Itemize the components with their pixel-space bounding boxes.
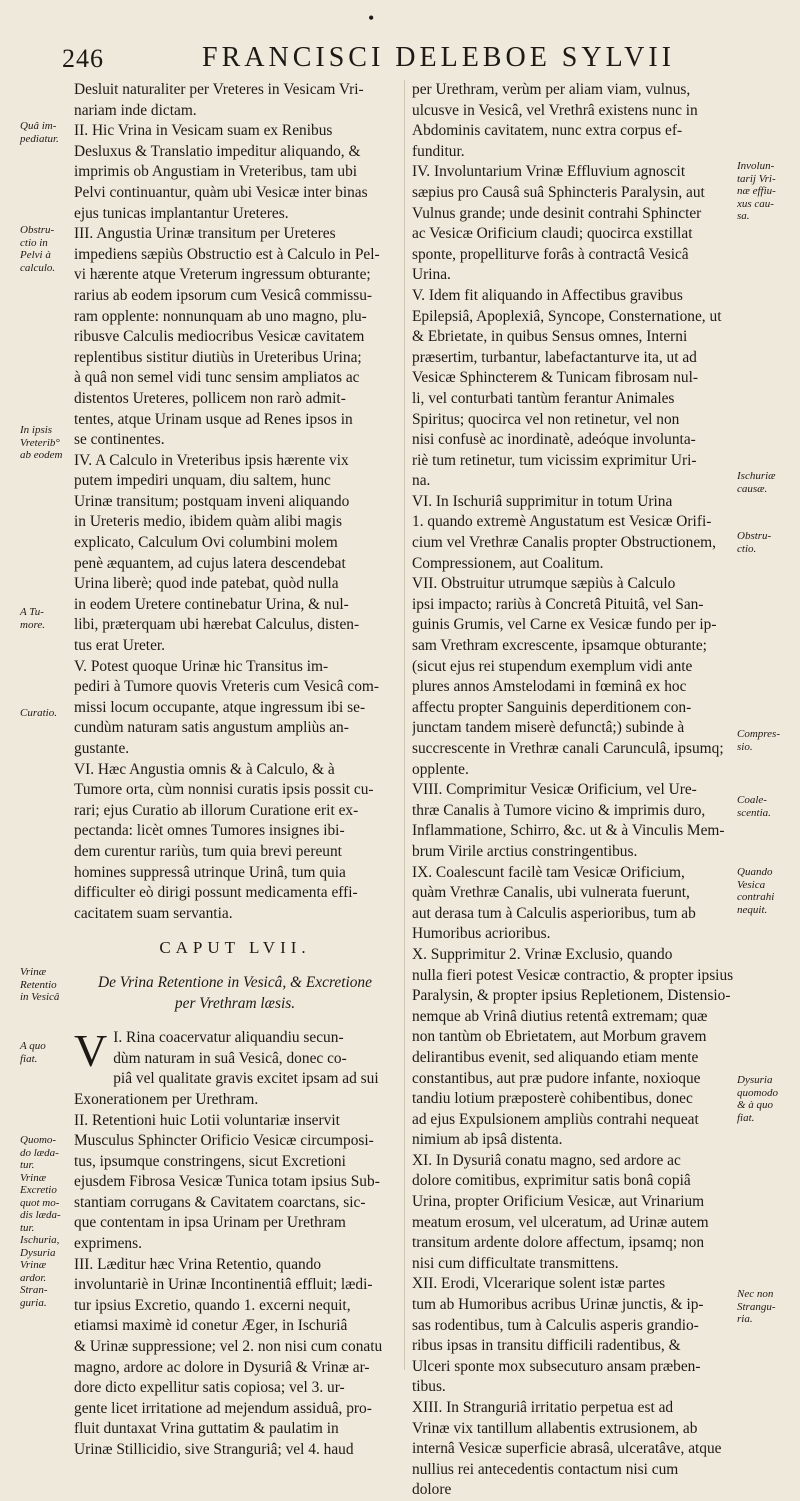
chapter-title: CAPUT LVII.: [159, 938, 311, 958]
text-line: riè tum retinetur, tum vicissim exprimitur Uri-: [412, 451, 697, 469]
text-line: III. Læditur hæc Vrina Retentio, quando: [74, 1255, 322, 1273]
margin-note-line: Ischuriæ: [737, 470, 776, 482]
text-line: 1. quando extremè Angustatum est Vesicæ Orifi-: [412, 513, 712, 531]
text-line: III. Angustia Urinæ transitum per Ureteres: [74, 225, 336, 243]
margin-note-line: næ effiu-: [737, 185, 776, 197]
left-column-text: [74, 80, 396, 924]
margin-note-left: [20, 966, 72, 1004]
text-line: transitum ardente dolore affectum, ipsamq; non: [412, 1234, 705, 1252]
text-line: na.: [412, 472, 431, 490]
margin-note-right: [737, 1074, 789, 1124]
text-line: dore dicto expellitur satis copiosa; vel 3. ur-: [74, 1379, 345, 1397]
margin-note-right: [737, 728, 789, 753]
margin-note-line: Nec non: [737, 1288, 774, 1300]
margin-note-line: Compres-: [737, 728, 780, 740]
spacer: [74, 1014, 396, 1028]
chapter-body: [74, 1069, 396, 1460]
text-line: tentes, atque Urinam usque ad Renes ipsos in: [74, 410, 353, 428]
text-line: à quâ non semel vidi tunc sensim ampliatos ac: [74, 369, 360, 387]
text-line: ribusve Calculis mediocribus Vesicæ cavitatem: [74, 328, 365, 346]
text-line: in Ureteris medio, ibidem quàm alibi magis: [74, 513, 342, 531]
text-line: VIII. Comprimitur Vesicæ Orificium, vel Ure-: [412, 781, 697, 799]
text-line: funditur.: [412, 142, 465, 160]
text-line: tus erat Ureter.: [74, 637, 166, 655]
text-line: Ulceri sponte mox subsecuturo ansam præben-: [412, 1357, 701, 1375]
text-line: distentos Ureteres, pollicem non rarò admit-: [74, 389, 346, 407]
text-line: nemque ab Vrinâ diutius retentâ extremam; quæ: [412, 1007, 708, 1025]
text-line: VI. In Ischuriâ supprimitur in totum Urina: [412, 492, 673, 510]
margin-note-right: [737, 160, 789, 223]
text-line: Vrinæ vix tantillum allabentis extrusionem, ab: [412, 1419, 698, 1437]
text-line: constantibus, aut præ pudore infante, noxioque: [412, 1069, 701, 1087]
margin-note-line: dis læda-: [20, 1209, 61, 1221]
text-line: thræ Canalis à Tumore vicino & imprimis duro,: [412, 801, 706, 819]
margin-note-line: A quo: [20, 1040, 46, 1052]
margin-note-line: sio.: [737, 740, 753, 753]
text-line: stantiam corrugans & Cavitatem coarctans, sic-: [74, 1193, 366, 1211]
text-line: nulla fieri potest Vesicæ contractio, & propter ipsius: [412, 966, 734, 984]
top-mark: •: [368, 8, 375, 28]
margin-note-right: [737, 866, 789, 916]
running-title: FRANCISCI DELEBOE SYLVII: [202, 42, 675, 73]
text-line: & Ebrietate, in quibus Sensus omnes, Interni: [412, 328, 688, 346]
margin-note-line: A Tu-: [20, 606, 44, 618]
margin-note-line: Dysuria: [737, 1074, 773, 1086]
spacer: [74, 924, 396, 938]
text-line: penè æquantem, ad cujus latera descendebat: [74, 554, 346, 572]
margin-note-line: guria.: [20, 1296, 47, 1309]
text-line: Musculus Sphincter Orificio Vesicæ circumposi-: [74, 1132, 374, 1150]
margin-note-line: Excretio: [20, 1184, 57, 1196]
text-line: exprimens.: [74, 1235, 142, 1253]
text-line: meatum erosum, vel ulceratum, ad Urinæ autem: [412, 1213, 709, 1231]
text-line: magno, ardore ac dolore in Dysuriâ & Vrinæ ar-: [74, 1358, 370, 1376]
margin-note-line: Vreterib°: [20, 436, 60, 449]
text-line: internâ Vesicæ superficie abrasâ, ulceratâve, atque: [412, 1440, 722, 1458]
text-line: XI. In Dysuriâ conatu magno, sed ardore ac: [412, 1151, 681, 1169]
margin-note-line: xus cau-: [737, 197, 774, 210]
margin-note-line: in Vesicâ: [20, 991, 60, 1003]
text-line: opplente.: [412, 760, 469, 778]
text-line: putem impediri unquam, diu saltem, hunc: [74, 472, 331, 490]
margin-note-line: Coale-: [737, 794, 767, 806]
text-line: replentibus sistitur diutiùs in Ureteribus Urina;: [74, 348, 362, 366]
right-column: [412, 80, 734, 1501]
text-line: I. Rina coacervatur aliquandiu secun-: [113, 1029, 344, 1047]
text-line: XIII. In Stranguriâ irritatio perpetua est ad: [412, 1399, 674, 1416]
text-line: sæpius pro Causâ suâ Sphincteris Paralysin, aut: [412, 183, 705, 201]
margin-note-line: fiat.: [20, 1052, 38, 1065]
text-line: Urinæ Stillicidio, sive Stranguriâ; vel 4. haud: [74, 1441, 354, 1458]
margin-note-line: Obstru-: [20, 224, 55, 236]
text-line: rarius ab eodem ipsorum cum Vesicâ commissu-: [74, 286, 373, 304]
margin-note-line: Obstru-: [737, 530, 772, 542]
margin-note-right: [737, 1288, 789, 1326]
margin-note-line: & à quo: [737, 1099, 774, 1111]
margin-note-left: [20, 424, 72, 462]
text-line: quàm Vrethræ Canalis, ubi vulnerata fuerunt,: [412, 884, 690, 902]
text-line: libi, præterquam ubi hærebat Calculus, disten-: [74, 616, 360, 634]
text-line: II. Retentioni huic Lotii voluntariæ inservit: [74, 1111, 340, 1129]
text-line: Humoribus acrioribus.: [412, 925, 551, 943]
margin-note-line: causæ.: [737, 482, 768, 495]
chapter-subtitle-line-1: De Vrina Retentione in Vesicâ, & Excretione: [98, 973, 372, 991]
text-line: sponte, propelliturve forâs à contractâ Vesicâ: [412, 245, 689, 263]
text-line: ram opplente: nonnunquam ab uno magno, plu-: [74, 307, 367, 325]
text-line: difficulter eò dirigi possunt medicamenta effi-: [74, 884, 358, 902]
text-line: ad ejus Expulsionem ampliùs contrahi nequeat: [412, 1110, 699, 1128]
drop-capital: V: [74, 1025, 108, 1077]
margin-note-line: Quando: [737, 866, 773, 878]
text-line: in eodem Uretere continebatur Urina, & nul-: [74, 595, 349, 613]
text-line: Urinæ transitum; postquam inveni aliquando: [74, 492, 350, 510]
text-line: cundùm naturam satis angustum ampliùs an-: [74, 719, 349, 737]
text-line: Vulnus grande; unde desinit contrahi Sphincter: [412, 204, 702, 222]
margin-note-left: [20, 1040, 72, 1065]
text-line: Urina, propter Orificium Vesicæ, aut Vrinarium: [412, 1193, 705, 1211]
margin-note-left: [20, 606, 72, 631]
text-line: missi locum occupante, atque ingressum ibi se-: [74, 698, 366, 716]
margin-note-line: more.: [20, 618, 45, 631]
text-line: guinis Grumis, vel Carne ex Vesicæ fundo per ip-: [412, 616, 717, 634]
text-line: sas rodentibus, tum à Calculis asperis grandio-: [412, 1316, 699, 1334]
text-line: Compressionem, aut Coalitum.: [412, 554, 604, 572]
text-line: XII. Erodi, Vlcerarique solent istæ partes: [412, 1275, 666, 1293]
text-line: Inflammatione, Schirro, &c. ut & à Vinculis Mem-: [412, 822, 725, 840]
text-line: & Urinæ suppressione; vel 2. non nisi cum conatu: [74, 1338, 383, 1356]
text-line: cium vel Vrethræ Canalis propter Obstructionem,: [412, 534, 716, 552]
text-line: sam Vrethram excrescente, ipsamque obturante;: [412, 637, 707, 655]
margin-note-line: pediatur.: [20, 132, 59, 145]
text-line: X. Supprimitur 2. Vrinæ Exclusio, quando: [412, 945, 673, 963]
margin-note-line: do læda-: [20, 1146, 59, 1159]
margin-note-line: nequit.: [737, 903, 768, 916]
text-line: tum ab Humoribus acribus Urinæ junctis, & ip-: [412, 1296, 704, 1314]
text-line: ribus ipsas in transitu difficili radentibus, &: [412, 1337, 681, 1355]
text-line: Desluit naturaliter per Vreteres in Vesicam Vri-: [74, 81, 364, 98]
text-line: IV. A Calculo in Vreteribus ipsis hærente vix: [74, 451, 349, 469]
text-line: Abdominis cavitatem, nunc extra corpus ef-: [412, 122, 683, 140]
margin-note-line: ctio.: [737, 542, 757, 555]
text-line: imprimis ob Angustiam in Vreteribus, tam ubi: [74, 163, 358, 181]
text-line: IV. Involuntarium Vrinæ Effluvium agnoscit: [412, 163, 686, 181]
margin-note-left: [20, 120, 72, 145]
text-line: homines suppressâ utrinque Urinâ, tum quia: [74, 863, 346, 881]
text-line: II. Hic Vrina in Vesicam suam ex Renibus: [74, 122, 333, 140]
text-line: ac Vesicæ Orificium claudi; quocirca exstillat: [412, 225, 693, 243]
text-line: ejusdem Fibrosa Vesicæ Tunica totam ipsius Sub-: [74, 1173, 380, 1191]
text-line: se continentes.: [74, 431, 165, 449]
text-line: (sicut ejus rei stupendum exemplum vidi ante: [412, 657, 693, 675]
text-line: non tantùm ob Ebrietatem, aut Morbum gravem: [412, 1028, 707, 1046]
text-line: cacitatem suam servantia.: [74, 904, 233, 922]
text-line: rari; ejus Curatio ab illorum Curatione erit ex-: [74, 801, 359, 819]
margin-note-line: calculo.: [20, 261, 56, 274]
spacer: [74, 959, 396, 973]
text-line: brum Virile arctius constringentibus.: [412, 842, 638, 860]
text-line: ejus tunicas implantantur Ureteres.: [74, 204, 289, 222]
margin-note-line: ab eodem: [20, 449, 63, 461]
text-line: nullius rei antecedentis contactum nisi cum: [412, 1460, 679, 1478]
text-line: dolore: [412, 1481, 452, 1499]
text-line: etiamsi maximè id conetur Æger, in Ischuriâ: [74, 1317, 348, 1335]
text-line: ulcusve in Vesicâ, vel Vrethrâ existens nunc in: [412, 101, 698, 119]
text-line: gustante.: [74, 740, 130, 757]
margin-note-line: ria.: [737, 1313, 753, 1325]
margin-note-line: Curatio.: [20, 707, 57, 719]
margin-note-line: Stran-: [20, 1284, 48, 1296]
text-line: tandiu lotium præposterè cohibentibus, donec: [412, 1090, 693, 1108]
margin-note-line: contrahi: [737, 891, 775, 903]
text-line: tibus.: [412, 1378, 446, 1396]
margin-note-line: tur.: [20, 1159, 35, 1171]
margin-note-left: [20, 224, 72, 274]
text-line: explicato, Calculum Ovi columbini molem: [74, 534, 338, 552]
text-line: VII. Obstruitur utrumque sæpiùs à Calculo: [412, 575, 676, 593]
margin-note-line: fiat.: [737, 1111, 755, 1124]
text-line: plures annos Amstelodami in fœminâ ex hoc: [412, 678, 687, 696]
margin-note-line: ardor.: [20, 1271, 47, 1284]
margin-note-line: tur.: [20, 1221, 35, 1234]
margin-note-line: Strangu-: [737, 1300, 776, 1313]
text-line: que contentam in ipsa Urinam per Urethram: [74, 1214, 346, 1232]
text-line: dolore comitibus, exprimitur satis bonâ copiâ: [412, 1172, 691, 1190]
margin-note-line: Retentio: [20, 978, 57, 991]
text-line: gente licet irritatione ad mejendum assiduâ, pro-: [74, 1399, 372, 1417]
text-line: piâ vel qualitate gravis excitet ipsam ad sui: [113, 1070, 379, 1088]
margin-note-right: [737, 470, 789, 495]
text-line: Pelvi continuantur, quàm ubi Vesicæ inter binas: [74, 183, 368, 201]
text-line: VI. Hæc Angustia omnis & à Calculo, & à: [74, 760, 335, 778]
text-line: involuntariè in Urinæ Incontinentiâ effluit; lædi-: [74, 1276, 373, 1294]
text-line: tus, ipsumque constringens, sicut Excretioni: [74, 1152, 346, 1170]
margin-note-line: tarij Vri-: [737, 172, 776, 185]
text-line: Spiritus; quocirca vel non retinetur, vel non: [412, 410, 680, 428]
text-line: V. Idem fit aliquando in Affectibus gravibus: [412, 286, 683, 304]
text-line: præsertim, turbantur, labefactanturve ita, ut ad: [412, 348, 697, 366]
text-line: nisi confusè ac inordinatè, adeóque involunta-: [412, 431, 696, 449]
text-line: Vesicæ Sphincterem & Tunicam fibrosam nul-: [412, 369, 698, 387]
text-line: dem curentur rariùs, tum quia brevi pereunt: [74, 842, 342, 860]
text-line: IX. Coalescunt facilè tam Vesicæ Orificium,: [412, 863, 685, 881]
margin-note-line: sa.: [737, 210, 750, 222]
text-line: ipsi impacto; rariùs à Concretâ Pituitâ, vel San-: [412, 595, 704, 613]
text-line: pectanda: licèt omnes Tumores insignes ibi-: [74, 822, 345, 840]
margin-note-line: Vrinæ: [20, 1171, 47, 1184]
margin-note-line: quomodo: [737, 1086, 778, 1099]
margin-note-line: Vesica: [737, 878, 766, 891]
text-line: dùm naturam in suâ Vesicâ, donec co-: [113, 1049, 347, 1067]
text-line: Urina liberè; quod inde patebat, quòd nulla: [74, 575, 339, 593]
chapter-subtitle-line-2: per Vrethram læsis.: [174, 994, 296, 1012]
text-line: nimium ab ipsâ distenta.: [412, 1131, 563, 1149]
margin-note-right: [737, 530, 789, 555]
margin-note-line: Vrinæ: [20, 1259, 47, 1271]
chapter-opening: [74, 1025, 396, 1077]
text-line: affectu propter Sanguinis deperditionem con-: [412, 698, 692, 716]
text-line: fluit duntaxat Vrina guttatim & paulatim in: [74, 1420, 339, 1438]
right-column-text: [412, 80, 734, 1501]
text-line: Desluxus & Translatio impeditur aliquando, &: [74, 142, 361, 160]
text-line: delirantibus evenit, sed aliquando etiam mente: [412, 1048, 699, 1066]
text-line: succrescente in Vrethræ canali Carunculâ, ipsumq;: [412, 740, 724, 757]
margin-note-right: [737, 794, 789, 819]
text-line: Tumore orta, cùm nonnisi curatis ipsis possit cu-: [74, 781, 374, 799]
text-line: pediri à Tumore quovis Vreteris cum Vesicâ com-: [74, 678, 379, 696]
text-line: tur ipsius Excretio, quando 1. excerni nequit,: [74, 1296, 351, 1314]
text-line: V. Potest quoque Urinæ hic Transitus im-: [74, 657, 329, 675]
left-column: [74, 80, 396, 1461]
column-gutter: [404, 80, 405, 1370]
text-line: impediens sæpiùs Obstructio est à Calculo in Pel-: [74, 245, 380, 263]
text-line: per Urethram, verùm per aliam viam, vulnus,: [412, 81, 691, 98]
margin-note-line: Pelvi à: [20, 249, 51, 261]
text-line: Exonerationem per Urethram.: [74, 1090, 259, 1108]
margin-note-line: In ipsis: [20, 424, 53, 436]
page-number: 246: [62, 44, 104, 73]
margin-note-line: scentia.: [737, 806, 771, 819]
text-line: Urina.: [412, 266, 451, 284]
margin-note-line: Involun-: [737, 160, 775, 172]
margin-note-left: [20, 1134, 72, 1309]
page-header: [62, 38, 762, 78]
text-line: junctam tandem miserè defunctâ;) subinde à: [412, 719, 685, 737]
margin-note-left: [20, 707, 72, 720]
text-line: nisi cum difficultate transmittens.: [412, 1254, 619, 1272]
margin-note-line: ctio in: [20, 236, 48, 249]
margin-note-line: Vrinæ: [20, 966, 47, 978]
text-line: aut derasa tum à Calculis asperioribus, tum ab: [412, 904, 696, 922]
text-line: nariam inde dictam.: [74, 101, 197, 119]
margin-note-line: Dysuria: [20, 1246, 56, 1259]
margin-note-line: quot mo-: [20, 1196, 60, 1209]
text-line: vi hærente atque Vreterum ingressum obturante;: [74, 266, 371, 284]
margin-note-line: Ischuria,: [20, 1234, 60, 1246]
text-line: Epilepsiâ, Apoplexiâ, Syncope, Consternatione, ut: [412, 307, 722, 325]
margin-note-line: Quâ im-: [20, 120, 57, 132]
margin-note-line: Quomo-: [20, 1134, 57, 1146]
text-line: Paralysin, & propter ipsius Repletionem, Distensio-: [412, 987, 731, 1005]
text-line: li, vel conturbati tantùm ferantur Animales: [412, 389, 675, 407]
